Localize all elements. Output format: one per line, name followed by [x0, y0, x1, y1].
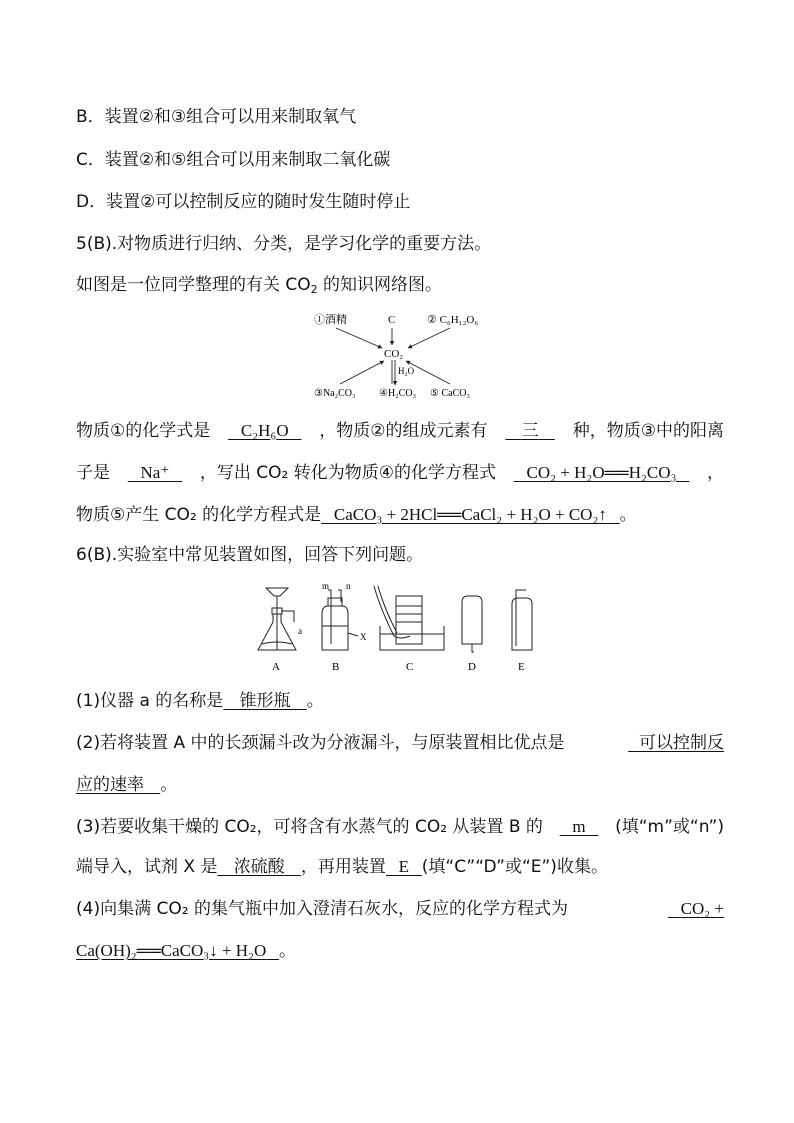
- label-X: X: [360, 632, 367, 642]
- co2-network-diagram: [300, 308, 500, 400]
- answer-equation-4a: CO₂ +: [680, 899, 724, 918]
- node-carbon: C: [388, 314, 396, 326]
- label-water: H₂O: [398, 366, 415, 376]
- q6-part3-line1: (3)若要收集干燥的 CO₂，可将含有水蒸气的 CO₂ 从装置 B 的 m (填“m”或“n”): [76, 817, 724, 837]
- option-d: D．装置②可以控制反应的随时发生随时停止: [76, 192, 411, 212]
- arrow-sodium-carbonate: [340, 361, 384, 384]
- answer-reagent: 浓硫酸: [233, 857, 285, 877]
- answer-equation-4b: Ca(OH)₂══CaCO₃↓ + H₂O: [76, 941, 267, 960]
- label-C: C: [406, 661, 414, 673]
- answer-advantage-b: 应的速率: [76, 775, 144, 795]
- apparatus-e-jar: [512, 590, 532, 650]
- label-n: n: [346, 581, 351, 591]
- q6-part4-line1: (4)向集满 CO₂ 的集气瓶中加入澄清石灰水，反应的化学方程式为 CO₂ +: [76, 899, 724, 919]
- node-calcium-carbonate: ⑤ CaCO₃: [430, 388, 470, 399]
- answer-elements: 三: [521, 421, 539, 441]
- option-b: B．装置②和③组合可以用来制取氧气: [76, 107, 357, 127]
- q6-part4-line2: Ca(OH)₂══CaCO₃↓ + H₂O 。: [76, 941, 297, 961]
- option-c: C．装置②和⑤组合可以用来制取二氧化碳: [76, 150, 391, 170]
- q5-line3: 物质⑤产生 CO₂ 的化学方程式是 CaCO₃ + 2HCl══CaCl₂ + H₂O + CO₂↑ 。: [76, 505, 637, 525]
- apparatus-d-jar: [462, 596, 482, 652]
- q5-intro: 如图是一位同学整理的有关 $CO_2$ 的知识网络图。: [76, 275, 443, 296]
- arrow-glucose: [408, 328, 450, 348]
- arrow-alcohol: [336, 328, 382, 348]
- q5-line2: 子是 Na⁺ ，写出 CO₂ 转化为物质④的化学方程式 CO₂ + H₂O══H₂CO₃ ，: [76, 463, 724, 483]
- node-carbonic-acid: ④H₂CO₃: [379, 388, 417, 399]
- answer-equation1: CO₂ + H₂O══H₂CO₃: [526, 463, 677, 482]
- q6-part2-line2: 应的速率 。: [76, 775, 178, 795]
- answer-cation: Na⁺: [140, 463, 170, 482]
- label-a: a: [298, 626, 302, 636]
- answer-formula1: C₂H₆O: [240, 421, 289, 440]
- node-alcohol: ①酒精: [314, 314, 347, 326]
- answer-equation2: CaCO₃ + 2HCl══CaCl₂ + H₂O + CO₂↑: [333, 505, 607, 524]
- apparatus-c-trough: [374, 586, 444, 650]
- q6-part2-line1: (2)若将装置 A 中的长颈漏斗改为分液漏斗，与原装置相比优点是 可以控制反: [76, 733, 724, 753]
- label-B: B: [332, 661, 340, 673]
- node-co2: CO₂: [384, 348, 404, 360]
- answer-port: m: [572, 817, 586, 836]
- answer-device: E: [398, 857, 410, 876]
- node-sodium-carbonate: ③Na₂CO₃: [314, 388, 356, 399]
- apparatus-figure: [250, 578, 550, 676]
- q5-line1: 物质①的化学式是 C₂H₆O ，物质②的组成元素有 三 种，物质③中的阳离: [76, 421, 724, 441]
- answer-instrument: 锥形瓶: [239, 691, 291, 711]
- label-D: D: [468, 661, 476, 673]
- node-glucose: ② C₆H₁₂O₆: [427, 314, 479, 326]
- apparatus-a-flask: [258, 588, 296, 650]
- q6-part3-line2: 端导入，试剂 X 是 浓硫酸 ，再用装置 E (填“C”“D”或“E”)收集。: [76, 857, 608, 877]
- q5-stem: 5(B).对物质进行归纳、分类，是学习化学的重要方法。: [76, 234, 492, 254]
- label-E: E: [518, 661, 525, 673]
- apparatus-b-bottle: [322, 590, 358, 650]
- label-A: A: [272, 661, 280, 673]
- q6-stem: 6(B).实验室中常见装置如图，回答下列问题。: [76, 545, 424, 565]
- label-m: m: [322, 581, 330, 591]
- q6-part1: (1)仪器 a 的名称是 锥形瓶 。: [76, 691, 324, 711]
- answer-advantage-a: 可以控制反: [639, 733, 724, 753]
